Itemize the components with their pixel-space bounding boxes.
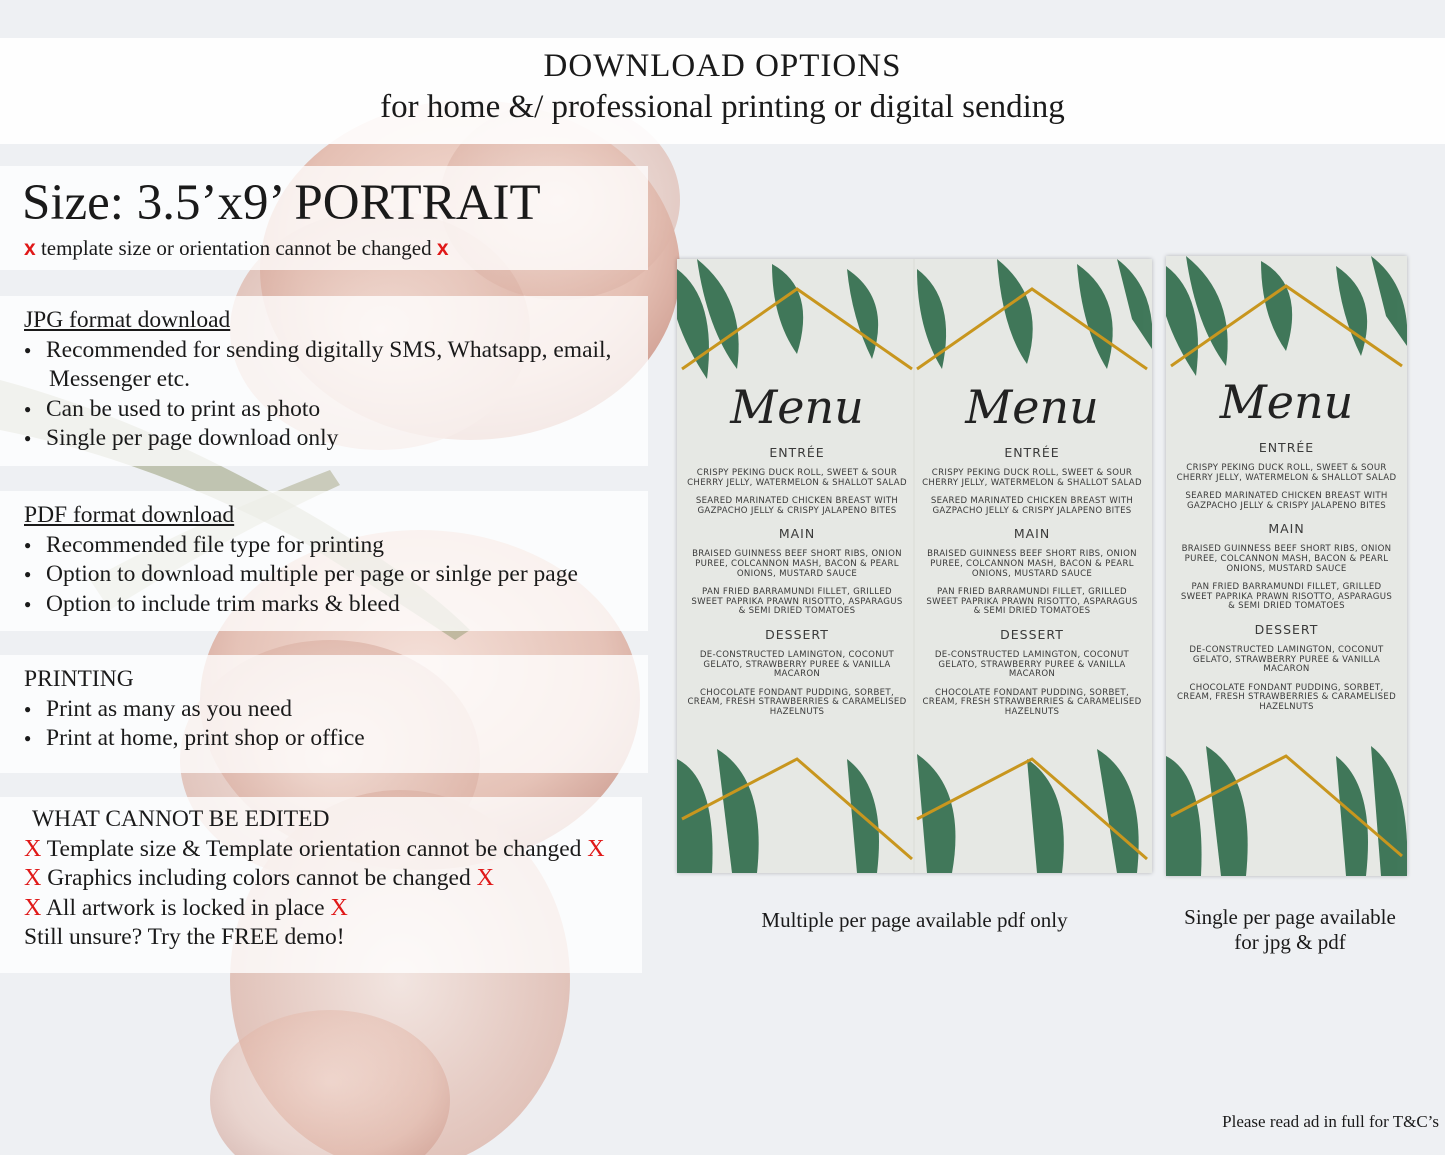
printing-section — [0, 655, 648, 773]
x-mark-icon: X — [587, 835, 605, 862]
jpg-section — [0, 296, 648, 466]
multiple-per-page-preview — [677, 259, 1152, 873]
list-item: ● Print as many as you need — [24, 695, 648, 725]
printing-heading: PRINTING — [24, 666, 134, 692]
pdf-heading: PDF format download — [24, 502, 235, 528]
not-editable-heading: WHAT CANNOT BE EDITED — [32, 806, 330, 832]
size-note-text: template size or orientation cannot be changed — [40, 236, 432, 260]
x-mark-icon: X — [24, 894, 42, 921]
x-mark-icon: x — [24, 237, 36, 260]
list-item: ● Option to include trim marks & bleed — [24, 590, 648, 620]
single-caption: Single per page available for jpg & pdf — [1184, 905, 1396, 954]
pdf-section — [0, 491, 648, 631]
menu-preview: Menu ENTRÉE CRISPY PEKING DUCK ROLL, SWEET & SOUR CHERRY JELLY, WATERMELON & SHALLOT SALAD SEARED MARINATED CHICKEN BREAST WITH GAZPACHO JELLY & CRISPY JALAPENO BITES MAIN BRAISED GUINNESS BEEF SHORT RIBS, ONION PUREE, COLCANNON MASH, BACON & PEARL ONIONS, MUSTARD SAUCE PAN FRIED BARRAMUNDI FILLET, GRILLED SWEET PAPRIKA PRAWN RISOTTO, ASPARAGUS & SEMI DRIED TOMATOES DESSERT DE-CONSTRUCTED LAMINGTON, COCONUT GELATO, STRAWBERRY PUREE & VANILLA MACARON CHOCOLATE FONDANT PUDDING, SORBET, CREAM, FRESH STRAWBERRIES & CARAMELISED HAZELNUTS — [687, 380, 907, 717]
header-banner — [0, 38, 1445, 144]
list-item: ● Recommended file type for printing — [24, 531, 648, 561]
single-per-page-preview — [1166, 256, 1407, 876]
multiple-caption: Multiple per page available pdf only — [761, 908, 1068, 932]
jpg-heading: JPG format download — [24, 307, 231, 333]
x-mark-icon: X — [24, 835, 42, 862]
size-note — [24, 236, 449, 261]
list-item: X Graphics including colors cannot be changed X — [24, 865, 494, 891]
menu-title: Menu — [965, 380, 1099, 434]
list-item: X All artwork is locked in place X — [24, 894, 348, 921]
not-editable-section — [0, 797, 642, 973]
header-title: DOWNLOAD OPTIONS — [543, 48, 902, 84]
x-mark-icon: X — [476, 865, 494, 891]
menu-preview: Menu ENTRÉE CRISPY PEKING DUCK ROLL, SWEET & SOUR CHERRY JELLY, WATERMELON & SHALLOT SALAD SEARED MARINATED CHICKEN BREAST WITH GAZPACHO JELLY & CRISPY JALAPENO BITES MAIN BRAISED GUINNESS BEEF SHORT RIBS, ONION PUREE, COLCANNON MASH, BACON & PEARL ONIONS, MUSTARD SAUCE PAN FRIED BARRAMUNDI FILLET, GRILLED SWEET PAPRIKA PRAWN RISOTTO, ASPARAGUS & SEMI DRIED TOMATOES DESSERT DE-CONSTRUCTED LAMINGTON, COCONUT GELATO, STRAWBERRY PUREE & VANILLA MACARON CHOCOLATE FONDANT PUDDING, SORBET, CREAM, FRESH STRAWBERRIES & CARAMELISED HAZELNUTS — [922, 380, 1142, 717]
list-item: ● Print at home, print shop or office — [24, 724, 648, 754]
menu-title: Menu — [730, 380, 864, 434]
list-item: ● Recommended for sending digitally SMS, Whatsapp, email, — [24, 336, 648, 366]
list-item: ● Can be used to print as photo — [24, 395, 648, 425]
demo-note: Still unsure? Try the FREE demo! — [24, 924, 345, 950]
list-item: X Template size & Template orientation cannot be changed X — [24, 835, 605, 862]
x-mark-icon: X — [330, 894, 348, 921]
header-subtitle: for home &/ professional printing or digital sending — [380, 89, 1065, 125]
size-heading: Size: 3.5’x9’ PORTRAIT — [22, 175, 541, 231]
list-item: ● Option to download multiple per page or sinlge per page — [24, 560, 648, 590]
terms-footnote: Please read ad in full for T&C’s — [1222, 1112, 1439, 1131]
menu-title: Menu — [1219, 375, 1354, 429]
list-item: ● Single per page download only — [24, 424, 648, 454]
list-item-continuation: Messenger etc. — [49, 366, 190, 392]
menu-preview: Menu ENTRÉE CRISPY PEKING DUCK ROLL, SWEET & SOUR CHERRY JELLY, WATERMELON & SHALLOT SALAD SEARED MARINATED CHICKEN BREAST WITH GAZPACHO JELLY & CRISPY JALAPENO BITES MAIN BRAISED GUINNESS BEEF SHORT RIBS, ONION PUREE, COLCANNON MASH, BACON & PEARL ONIONS, MUSTARD SAUCE PAN FRIED BARRAMUNDI FILLET, GRILLED SWEET PAPRIKA PRAWN RISOTTO, ASPARAGUS & SEMI DRIED TOMATOES DESSERT DE-CONSTRUCTED LAMINGTON, COCONUT GELATO, STRAWBERRY PUREE & VANILLA MACARON CHOCOLATE FONDANT PUDDING, SORBET, CREAM, FRESH STRAWBERRIES & CARAMELISED HAZELNUTS — [1176, 375, 1397, 712]
size-box — [0, 166, 648, 270]
x-mark-icon: X — [24, 865, 42, 891]
x-mark-icon: x — [436, 237, 449, 260]
